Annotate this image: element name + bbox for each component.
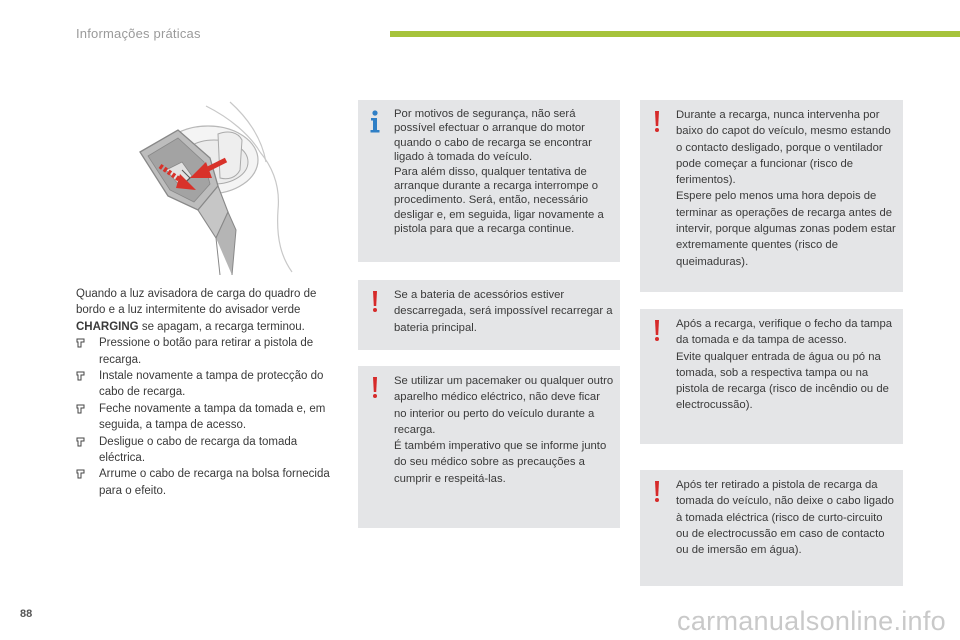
header-accent-bar xyxy=(390,31,960,37)
intro-paragraph: Quando a luz avisadora de carga do quadro de bordo e a luz intermitente do avisador verde CHARGING se apagam, a recarga terminou. xyxy=(76,288,317,333)
pointing-hand-icon xyxy=(76,404,85,414)
warning-icon xyxy=(646,317,668,343)
info-box-safety-start xyxy=(358,100,620,262)
warning-box-under-hood xyxy=(640,100,903,292)
box-text: Após a recarga, verifique o fecho da tampa da tomada e da tampa de acesso. Evite qualquer entrada de água ou pó na tomada, sob a respectiva tampa ou na pistola de recarga (risco de incêndio ou de electrocussão). xyxy=(676,318,893,412)
pointing-hand-icon xyxy=(76,338,85,348)
warning-box-cable-plugged xyxy=(640,470,903,586)
charging-end-instructions xyxy=(76,286,334,499)
info-icon xyxy=(364,108,386,134)
warning-icon xyxy=(364,288,386,314)
warning-icon xyxy=(364,374,386,400)
instruction-list xyxy=(76,335,334,499)
warning-icon xyxy=(646,108,668,134)
list-item: Arrume o cabo de recarga na bolsa fornecida para o efeito. xyxy=(76,466,334,499)
warning-box-accessory-battery xyxy=(358,280,620,350)
list-item: Feche novamente a tampa da tomada e, em seguida, a tampa de acesso. xyxy=(76,401,334,434)
box-text: Após ter retirado a pistola de recarga da tomada do veículo, não deixe o cabo ligado à tomada eléctrica (risco de curto-circuito ou de electrocussão em caso de contacto ou de imersão em água). xyxy=(676,479,894,557)
list-item: Desligue o cabo de recarga da tomada eléctrica. xyxy=(76,434,334,467)
watermark: carmanualsonline.info xyxy=(677,606,946,636)
list-item: Pressione o botão para retirar a pistola de recarga. xyxy=(76,335,334,368)
box-text: Durante a recarga, nunca intervenha por baixo do capot do veículo, mesmo estando o contacto desligado, porque o ventilador pode começar a funcionar (risco de ferimentos). Espere pelo menos uma hora depois de terminar as operações de recarga antes de intervir, porque algumas zonas podem estar extremamente quentes (risco de queimaduras). xyxy=(676,109,896,268)
page-number: 88 xyxy=(20,608,33,620)
box-text: Por motivos de segurança, não será possível efectuar o arranque do motor quando o cabo de recarga se encontrar ligado à tomada do veículo. Para além disso, qualquer tentativa de arranque durante a recarga interrompe o procedimento. Será, então, necessário desligar e, em seguida, ligar novamente a pistola para que a recarga continue. xyxy=(394,108,604,236)
warning-box-after-recharge xyxy=(640,309,903,444)
pointing-hand-icon xyxy=(76,437,85,447)
list-item: Instale novamente a tampa de protecção do cabo de recarga. xyxy=(76,368,334,401)
box-text: Se utilizar um pacemaker ou qualquer outro aparelho médico eléctrico, não deve ficar no interior ou perto do veículo durante a recarga. É também imperativo que se informe junto do seu médico sobre as precauções a cumprir e respeitá-las. xyxy=(394,375,614,485)
warning-icon xyxy=(646,478,668,504)
page-section-title: Informações práticas xyxy=(76,26,201,41)
pointing-hand-icon xyxy=(76,371,85,381)
box-text: Se a bateria de acessórios estiver descarregada, será impossível recarregar a bateria principal. xyxy=(394,289,613,334)
pointing-hand-icon xyxy=(76,469,85,479)
charging-gun-illustration xyxy=(110,100,300,275)
warning-box-pacemaker xyxy=(358,366,620,528)
